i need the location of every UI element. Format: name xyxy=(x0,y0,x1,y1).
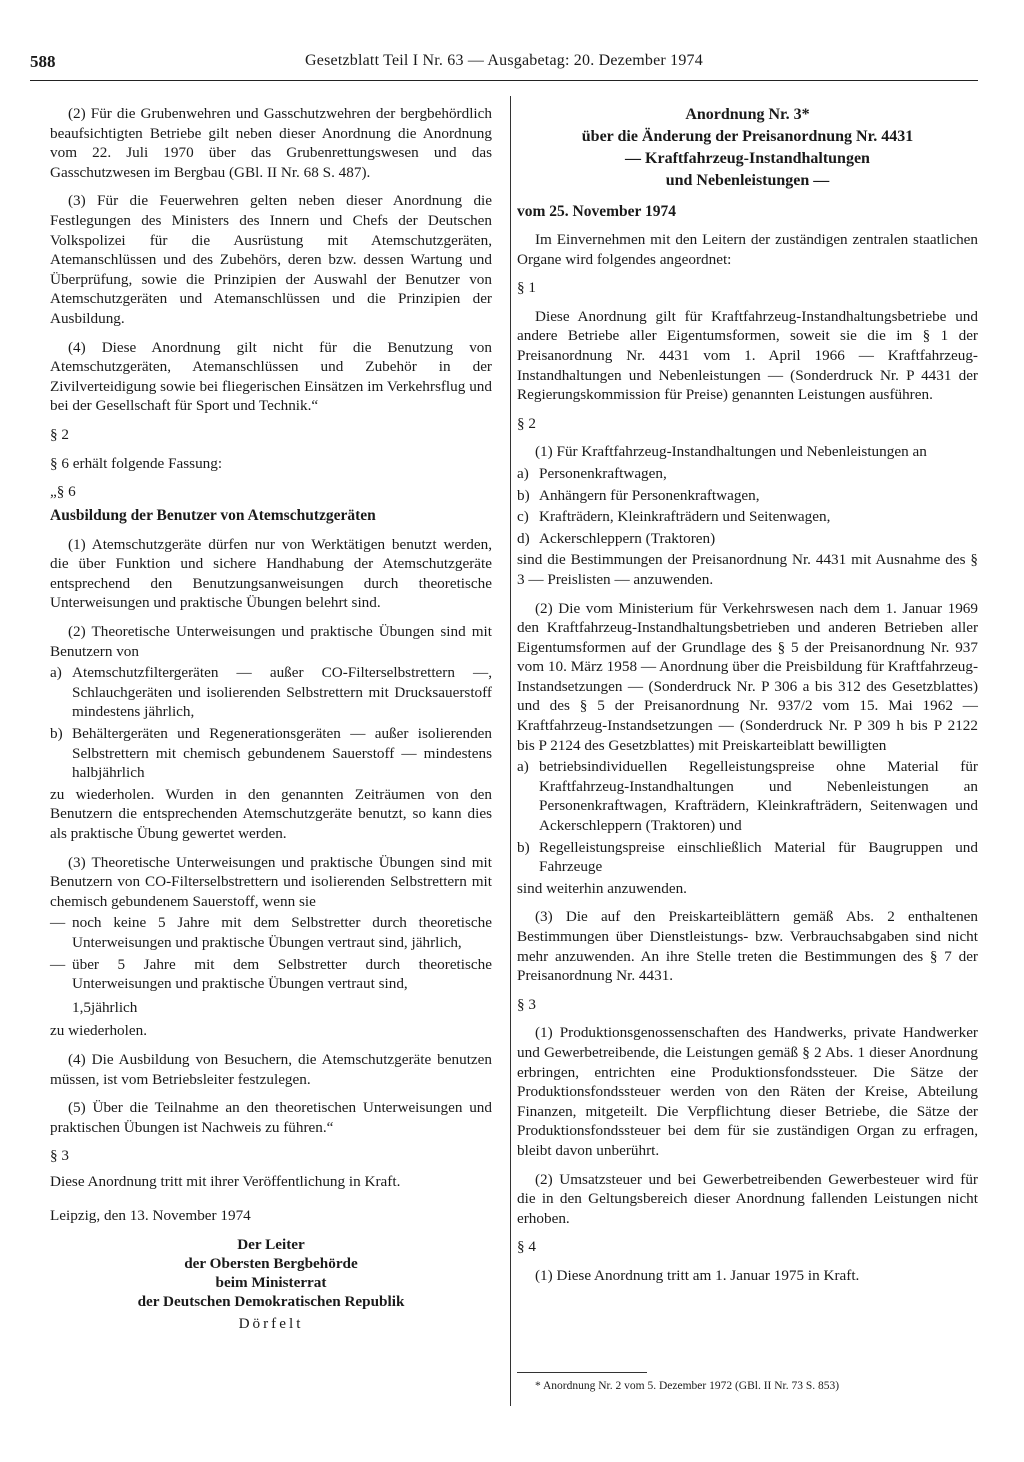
section-heading: § 3 xyxy=(50,1147,69,1165)
title-line: Anordnung Nr. 3* xyxy=(685,106,810,123)
paragraph: zu wiederholen. xyxy=(50,1022,147,1040)
footnote-rule xyxy=(517,1372,647,1373)
list-marker: b) xyxy=(517,486,530,504)
paragraph: (1) Für Kraftfahrzeug-Instandhaltungen und Nebenleistungen an xyxy=(535,443,927,461)
list-text: über 5 Jahre mit dem Selbstretter durch theoretische Unterweisungen und praktische Übungen vertraut sind, xyxy=(72,955,492,993)
ordinance-title xyxy=(517,104,978,192)
signature-line: Der Leiter xyxy=(237,1236,305,1254)
paragraph: (3) Für die Feuerwehren gelten neben dieser Anordnung die Festlegungen des Ministers des Innern und Chefs der Deutschen Volkspolizei für die Ausrüstung mit Atemschutzgeräten, Atemanschlüssen und des Zubehörs, deren bzw. dessen Wartung und Überprüfung, sowie die Prinzipien der Auswahl der Benutzer von Atemschutzgeräten und Atemanschlüssen und die Prinzipien der Ausbildung. xyxy=(50,192,492,327)
list-marker: c) xyxy=(517,508,529,526)
list-marker: b) xyxy=(517,838,530,856)
list-text: noch keine 5 Jahre mit dem Selbstretter durch theoretische Unterweisungen und praktische Übungen vertraut sind, jährlich, xyxy=(72,914,492,951)
signer-name: Dörfelt xyxy=(238,1315,304,1333)
signature-block xyxy=(50,1235,492,1333)
list-item xyxy=(517,486,978,506)
list-item xyxy=(517,507,978,527)
list-marker: d) xyxy=(517,529,530,547)
list-text: Ackerschleppern (Traktoren) xyxy=(539,529,716,547)
paragraph: (2) Theoretische Unterweisungen und praktische Übungen sind mit Benutzern von xyxy=(50,623,492,660)
paragraph: (2) Für die Grubenwehren und Gasschutzwehren der bergbehördlich beaufsichtigten Betriebe gilt neben dieser Anordnung die Anordnung vom 22. Juli 1970 über das Grubenrettungswesen und das Gasschutzwesen im Bergbau (GBl. II Nr. 68 S. 487). xyxy=(50,105,492,181)
title-line: über die Änderung der Preisanordnung Nr. 4431 xyxy=(581,128,914,145)
signature-line: der Obersten Bergbehörde xyxy=(184,1255,358,1273)
paragraph: (1) Atemschutzgeräte dürfen nur von Werktätigen benutzt werden, die über Funktion und sichere Handhabung der Atemschutzgeräte entsprechend den Benutzungsanweisungen durch theoretische Unterweisungen und praktische Übungen belehrt sind. xyxy=(50,535,492,612)
list-marker: a) xyxy=(517,464,529,482)
list-item xyxy=(50,913,492,952)
paragraph: 1,5jährlich xyxy=(72,998,138,1016)
paragraph: (4) Diese Anordnung gilt nicht für die Benutzung von Atemschutzgeräten, Atemanschlüssen und Zubehör in der Zivilverteidigung sowie bei fliegerischen Einsätzen im Verkehrsflug und bei der Gesellschaft für Sport und Technik.“ xyxy=(50,338,492,415)
paragraph: (2) Umsatzsteuer und bei Gewerbetreibenden Gewerbesteuer wird für die in den Geltungsbereich dieser Anordnung fallenden Leistungen nicht erhoben. xyxy=(517,1170,978,1227)
paragraph: (3) Die auf den Preiskarteiblättern gemäß Abs. 2 enthaltenen Bestimmungen über Dienstleistungs- bzw. Verbrauchsabgaben sind nicht mehr anzuwenden. An ihre Stelle treten die Bestimmungen des § 7 der Preisanordnung Nr. 4431. xyxy=(517,908,978,985)
paragraph: (4) Die Ausbildung von Besuchern, die Atemschutzgeräte benutzen müssen, ist vom Betriebsleiter festzulegen. xyxy=(50,1050,492,1088)
title-line: und Nebenleistungen — xyxy=(665,172,830,189)
paragraph: sind weiterhin anzuwenden. xyxy=(517,879,687,897)
list-text: Personenkraftwagen, xyxy=(539,464,667,482)
paragraph: Diese Anordnung gilt für Kraftfahrzeug-Instandhaltungsbetriebe und andere Betriebe aller Eigentumsformen, soweit sie die im § 1 der Preisanordnung Nr. 4431 vom 1. April 1966 — Kraftfahrzeug-Instandhaltungen und Nebenleistungen — (Sonderdruck Nr. P 4431 der Regierungskommission für Preise) genannten Leistungen ausführen. xyxy=(517,307,978,404)
list-item xyxy=(517,838,978,877)
signature-line: der Deutschen Demokratischen Republik xyxy=(137,1293,405,1311)
paragraph: (3) Theoretische Unterweisungen und praktische Übungen sind mit Benutzern von CO-Filterselbstrettern und isolierenden Selbstrettern mit chemisch gebundenem Sauerstoff, wenn sie xyxy=(50,853,492,910)
list-marker: a) xyxy=(517,758,529,776)
list-text: Krafträdern, Kleinkrafträdern und Seitenwagen, xyxy=(539,508,831,526)
paragraph: (1) Produktionsgenossenschaften des Handwerks, private Handwerker und Gewerbetreibende, die Leistungen gemäß § 2 Abs. 1 dieser Anordnung erbringen, entrichten eine Produktionsfondssteuer. Die Sätze der Produktionsfondssteuer werden von den Räten der Kreise, Abteilung Finanzen, mitgeteilt. Die Verpflichtung dieser Betriebe, die Sätze der Produktionsfondssteuer bei dem für sie zuständigen Organ zu erfragen, bleibt davon unberührt. xyxy=(517,1024,978,1159)
place-date: Leipzig, den 13. November 1974 xyxy=(50,1206,251,1224)
right-column xyxy=(517,104,978,1295)
section-heading: § 3 xyxy=(517,995,536,1013)
column-divider xyxy=(510,96,511,1406)
paragraph: (5) Über die Teilnahme an den theoretischen Unterweisungen und praktischen Übungen ist Nachweis zu führen.“ xyxy=(50,1099,492,1136)
paragraph: (2) Die vom Ministerium für Verkehrswesen nach dem 1. Januar 1969 den Kraftfahrzeug-Instandhaltungsbetrieben und anderen Betrieben aller Eigentumsformen auf der Grundlage des § 5 der Preisanordnung Nr. 937 vom 10. März 1958 — Anordnung über die Preisbildung für Kraftfahrzeug-Instandsetzungen — (Sonderdruck Nr. P 306 a bis 312 des Gesetzblattes) und des § 5 der Preisanordnung Nr. 937/2 vom 15. Mai 1962 — Kraftfahrzeug-Instandsetzungen — (Sonderdruck Nr. P 309 h bis P 2122 bis P 2124 des Gesetzblattes) mit Preiskarteiblatt bewilligten xyxy=(517,599,978,754)
paragraph: sind die Bestimmungen der Preisanordnung Nr. 4431 mit Ausnahme des § 3 — Preislisten — anzuwenden. xyxy=(517,551,978,588)
list-marker: b) xyxy=(50,725,63,743)
section-heading: „§ 6 xyxy=(50,483,76,501)
title-line: — Kraftfahrzeug-Instandhaltungen xyxy=(625,150,870,167)
list-item xyxy=(517,464,978,484)
section-title: Ausbildung der Benutzer von Atemschutzgeräten xyxy=(50,506,376,524)
list-item xyxy=(517,529,978,549)
list-marker: — xyxy=(50,955,66,973)
list-text: betriebsindividuellen Regelleistungspreise ohne Material für Kraftfahrzeug-Instandhaltungen und Nebenleistungen an Personenkraftwagen, Krafträdern, Kleinkrafträdern, Seitenwagen und Ackerschleppern (Traktoren) und xyxy=(539,758,978,835)
ordinance-date: vom 25. November 1974 xyxy=(517,203,676,220)
list-item xyxy=(50,663,492,722)
page-header xyxy=(30,52,978,78)
list-marker: — xyxy=(50,914,66,932)
list-item xyxy=(517,757,978,835)
section-heading: § 1 xyxy=(517,279,536,297)
running-title: Gesetzblatt Teil I Nr. 63 — Ausgabetag: 20. Dezember 1974 xyxy=(305,52,703,69)
paragraph: Im Einvernehmen mit den Leitern der zuständigen zentralen staatlichen Organe wird folgendes angeordnet: xyxy=(517,231,978,268)
list-item xyxy=(50,724,492,783)
list-item xyxy=(50,955,492,994)
paragraph: § 6 erhält folgende Fassung: xyxy=(50,454,223,472)
section-heading: § 2 xyxy=(50,425,69,443)
list-marker: a) xyxy=(50,664,62,682)
list-text: Behältergeräten und Regenerationsgeräten — außer isolierenden Selbstrettern mit chemisch gebundenem Sauerstoff — mindestens halbjährlich xyxy=(72,725,492,782)
section-heading: § 2 xyxy=(517,414,536,432)
footnote: * Anordnung Nr. 2 vom 5. Dezember 1972 (GBl. II Nr. 73 S. 853) xyxy=(535,1380,840,1392)
page-number: 588 xyxy=(30,52,56,71)
section-heading: § 4 xyxy=(517,1238,536,1256)
signature-line: beim Ministerrat xyxy=(215,1274,327,1292)
list-text: Regelleistungspreise einschließlich Material für Baugruppen und Fahrzeuge xyxy=(539,838,978,876)
paragraph: Diese Anordnung tritt mit ihrer Veröffentlichung in Kraft. xyxy=(50,1172,401,1190)
list-text: Anhängern für Personenkraftwagen, xyxy=(539,486,760,504)
left-column xyxy=(50,104,492,1333)
paragraph: zu wiederholen. Wurden in den genannten Zeiträumen von den Benutzern die entsprechenden Atemschutzgeräte benutzt, so kann dies als praktische Übung gewertet werden. xyxy=(50,785,492,842)
paragraph: (1) Diese Anordnung tritt am 1. Januar 1975 in Kraft. xyxy=(535,1266,860,1284)
header-rule xyxy=(30,80,978,81)
list-text: Atemschutzfiltergeräten — außer CO-Filterselbstrettern —, Schlauchgeräten und isolierenden Selbstrettern mit Drucksauerstoff mindestens jährlich, xyxy=(72,664,492,721)
